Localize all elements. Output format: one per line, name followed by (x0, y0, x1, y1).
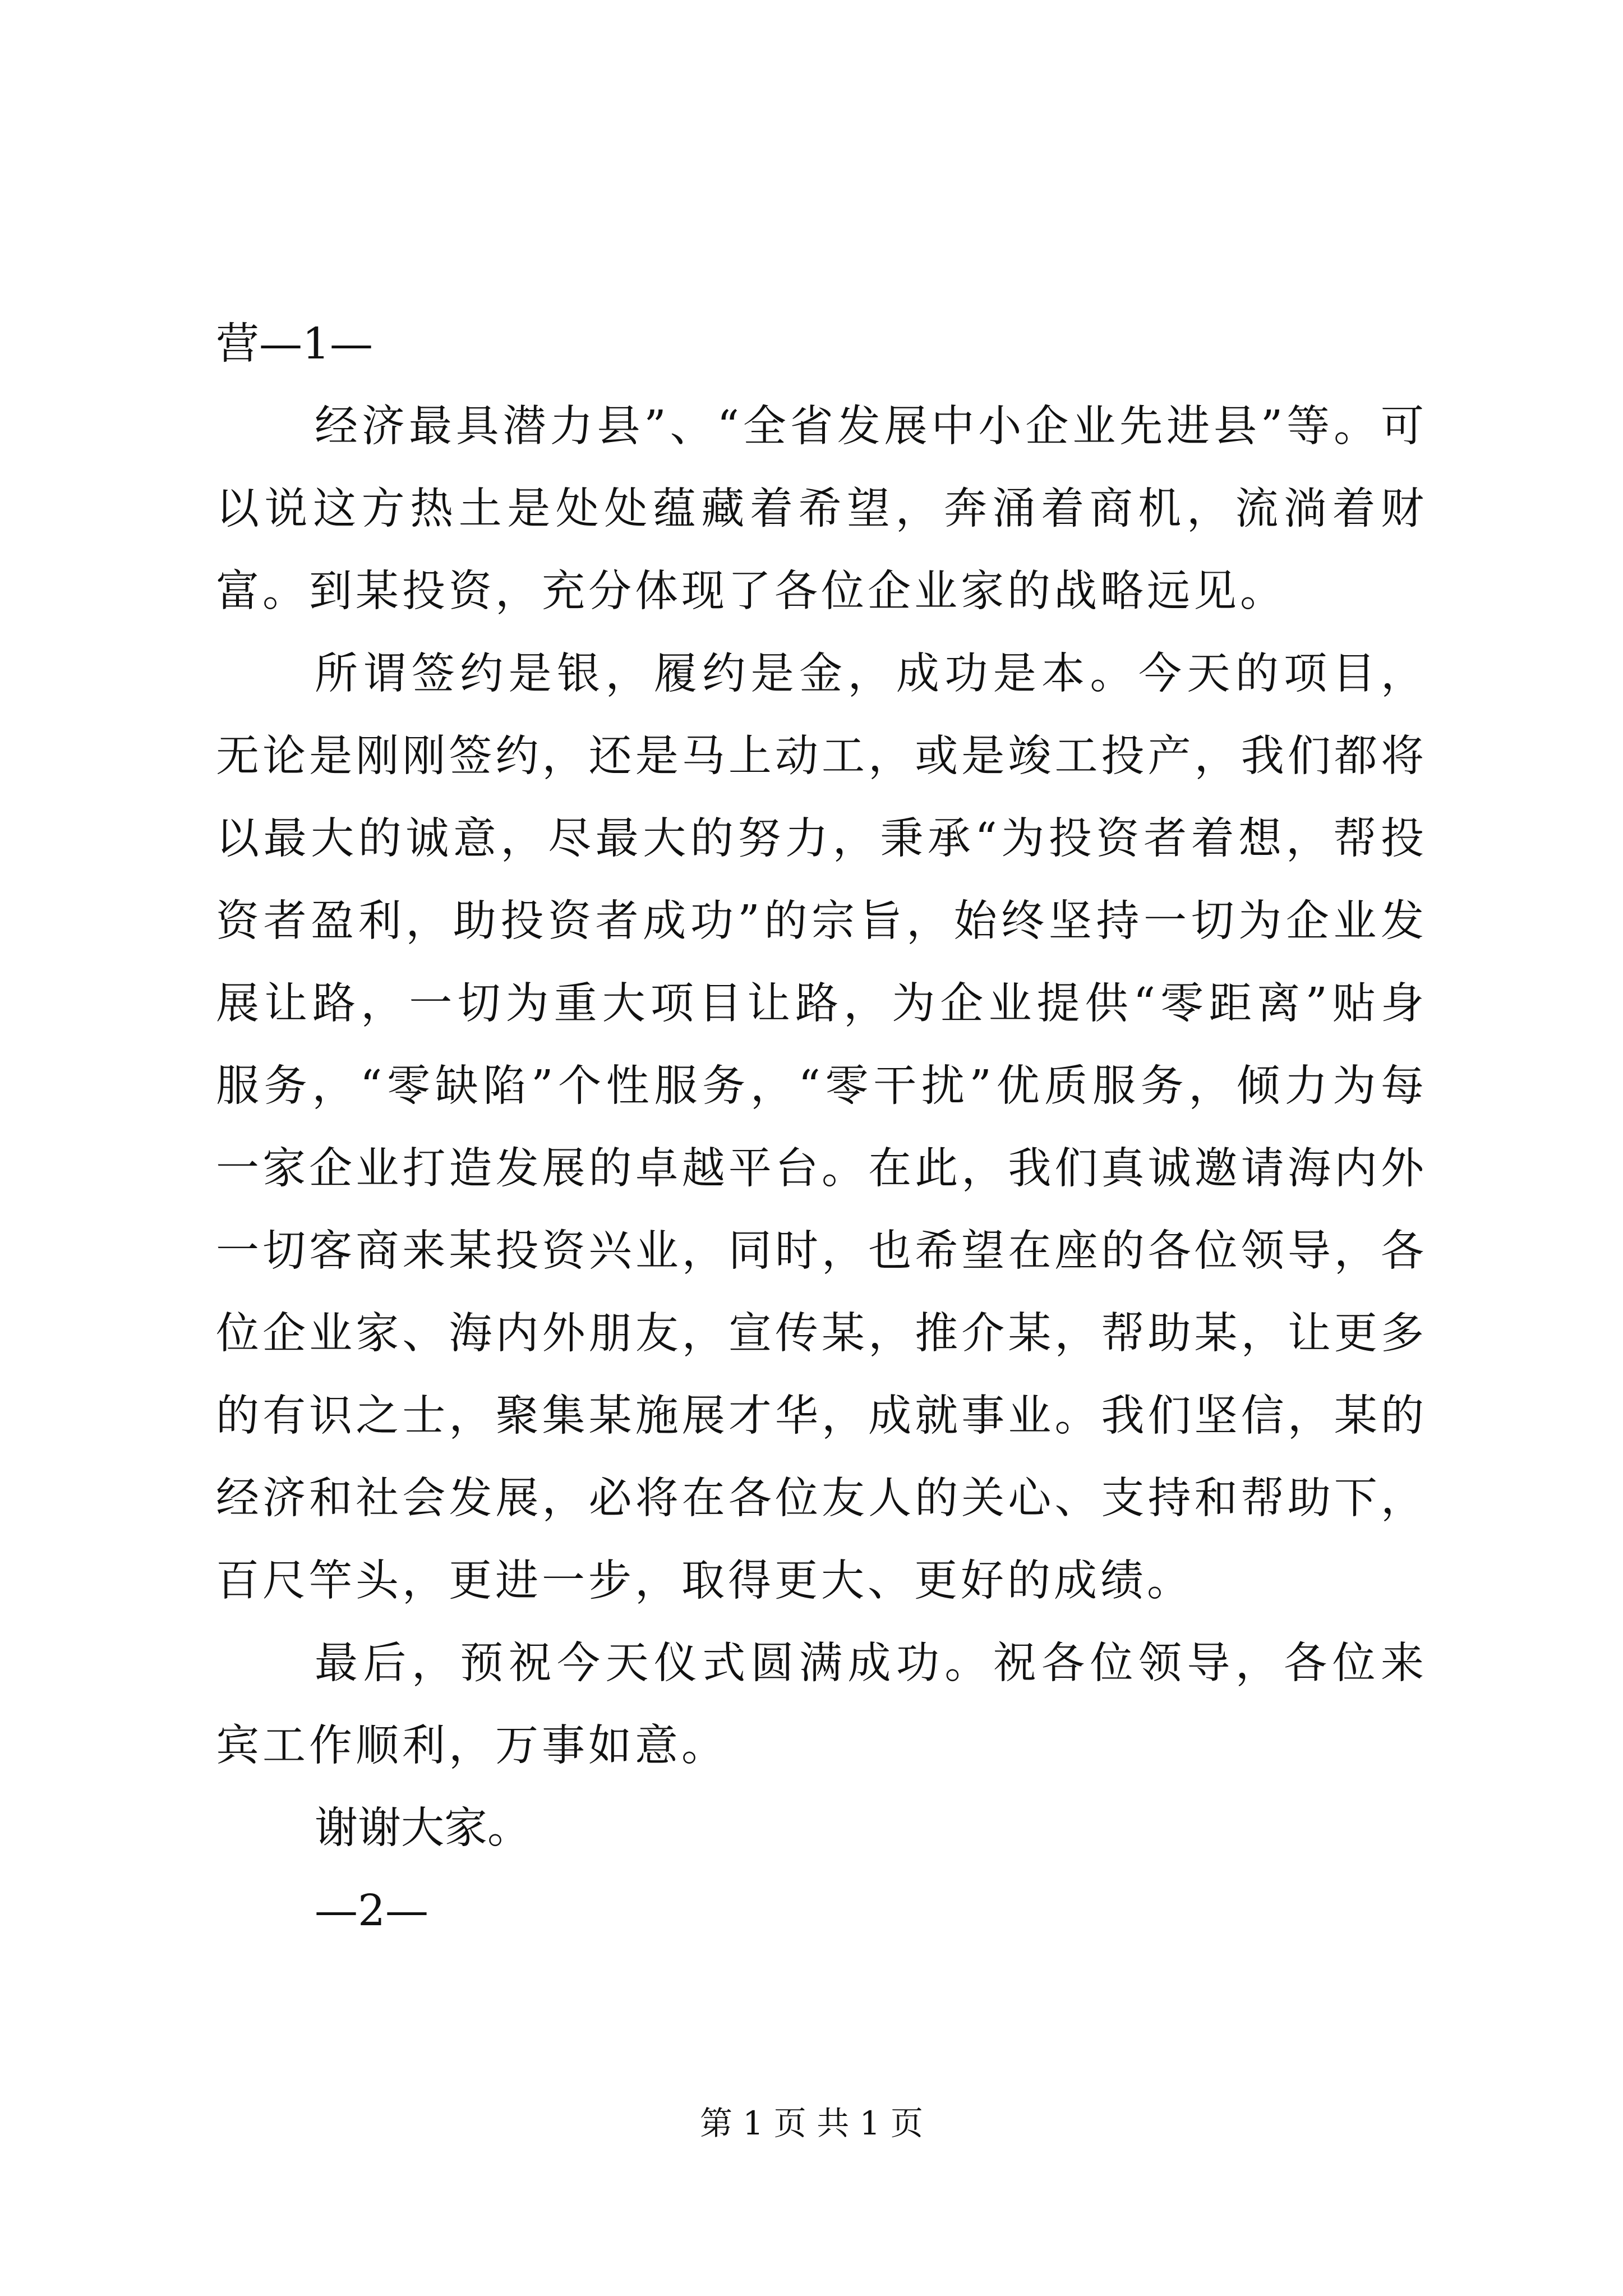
paragraph-1: 经济最具潜力县”、“全省发展中小企业先进县”等。可以说这方热土是处处蕴藏着希望，奔涌着商机，流淌着财富。到某投资，充分体现了各位企业家的战略远见。 (216, 402, 1427, 616)
paragraph-2: 所谓签约是银，履约是金，成功是本。今天的项目，无论是刚刚签约，还是马上动工，或是竣工投产，我们都将以最大的诚意，尽最大的努力，秉承“为投资者着想，帮投资者盈利，助投资者成功”的宗旨，始终坚持一切为企业发展让路，一切为重大项目让路，为企业提供“零距离”贴身服务，“零缺陷”个性服务，“零干扰”优质服务，倾力为每一家企业打造发展的卓越平台。在此，我们真诚邀请海内外一切客商来某投资兴业，同时，也希望在座的各位领导，各位企业家、海内外朋友，宣传某，推介某，帮助某，让更多的有识之士，聚集某施展才华，成就事业。我们坚信，某的经济和社会发展，必将在各位友人的关心、支持和帮助下，百尺竿头，更进一步，取得更大、更好的成绩。 (216, 649, 1427, 1606)
closing-line: 谢谢大家。 (315, 1803, 531, 1853)
paragraph-3: 最后，预祝今天仪式圆满成功。祝各位领导，各位来宾工作顺利，万事如意。 (216, 1639, 1427, 1771)
document-body (216, 303, 1427, 1952)
header-fragment: 营—1— (216, 319, 373, 369)
inline-page-mark: —2— (315, 1886, 428, 1936)
page-footer: 第 1 页 共 1 页 (700, 2104, 923, 2142)
